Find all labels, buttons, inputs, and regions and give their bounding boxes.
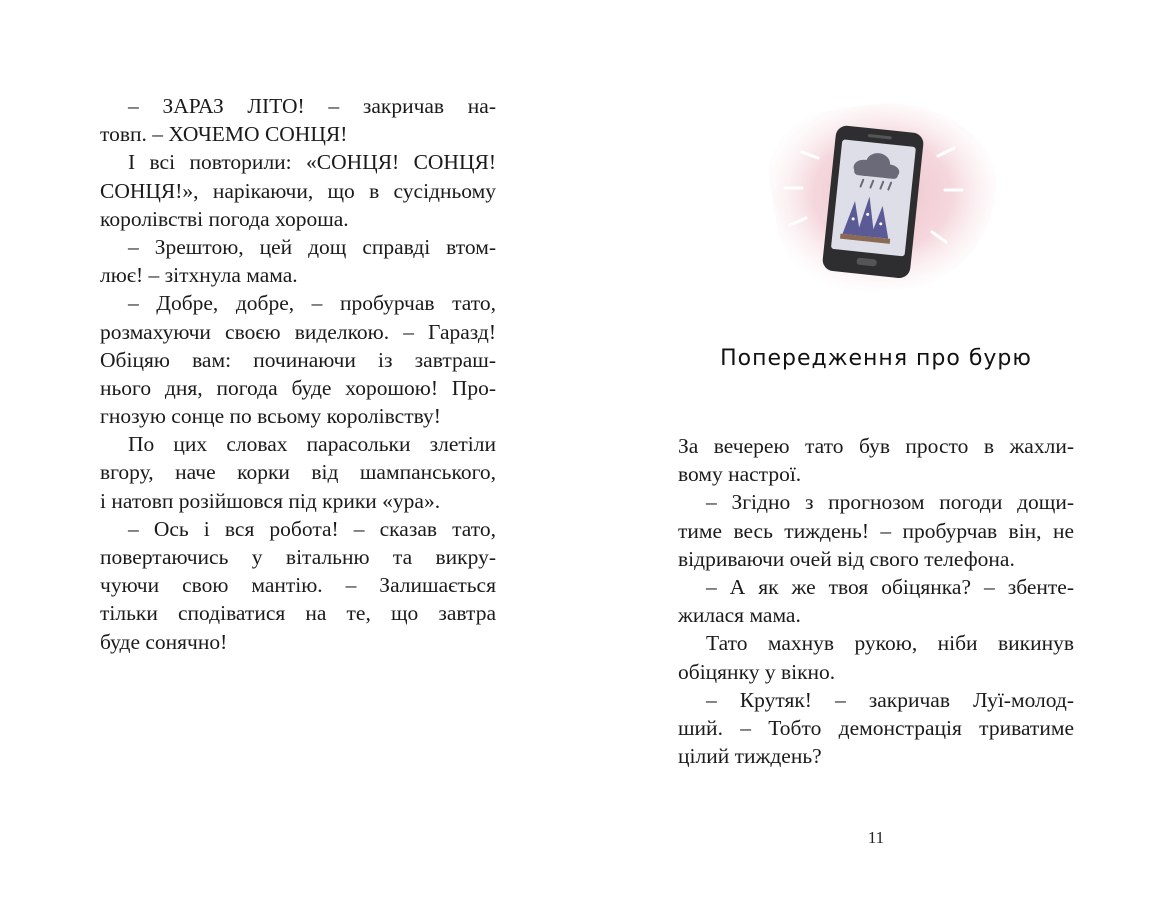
text-line: жилася мама. — [678, 603, 801, 628]
text-line: чуючи свою мантію. – Залишається — [100, 573, 496, 598]
text-line: буде сонячно! — [100, 629, 228, 654]
chapter-title: Попередження про бурю — [720, 346, 1032, 371]
text-line: товп. – ХОЧЕМО СОНЦЯ! — [100, 122, 348, 147]
text-line: лює! – зітхнула мама. — [100, 263, 298, 288]
text-line: – Згідно з прогнозом погоди дощи- — [706, 490, 1074, 515]
text-line: відриваючи очей від свого телефона. — [678, 546, 1015, 571]
text-line: – А як же твоя обіцянка? – збенте- — [706, 574, 1074, 599]
smartphone — [822, 125, 925, 279]
text-line: королівстві погода хороша. — [100, 206, 349, 231]
text-line: розмахуючи своєю виделкою. – Гаразд! — [100, 319, 496, 344]
text-line: обіцянку у вікно. — [678, 659, 836, 684]
text-line: нього дня, погода буде хорошою! Про- — [100, 375, 496, 400]
text-line: Обіцяю вам: починаючи із завтраш- — [100, 347, 496, 372]
text-line: вгору, наче корки від шампанського, — [100, 460, 496, 485]
text-line: повертаючись у вітальню та викру- — [100, 545, 496, 569]
text-line: тільки сподіватися на те, що завтра — [100, 601, 496, 626]
text-line: ший. – Тобто демонстрація триватиме — [678, 715, 1074, 740]
text-line: гнозую сонце по всьому королівству! — [100, 404, 441, 429]
text-line: і натовп розійшовся під крики «ура». — [100, 488, 441, 513]
right-page-text — [678, 432, 1074, 770]
text-line: – Крутяк! – закричав Луї-молод- — [706, 687, 1074, 712]
text-line: – ЗАРАЗ ЛІТО! – закричав на- — [128, 94, 496, 118]
text-line: тиме весь тиждень! – пробурчав він, не — [678, 518, 1074, 543]
left-page-text — [100, 92, 496, 656]
text-line: вому настрої. — [678, 462, 802, 487]
text-line: цілий тиждень? — [678, 744, 822, 769]
text-line: За вечерею тато був просто в жахли- — [678, 434, 1074, 458]
text-line: Тато махнув рукою, ніби викинув — [706, 631, 1074, 656]
text-line: – Зрештою, цей дощ справді втом- — [128, 234, 496, 259]
text-line: – Добре, добре, – пробурчав тато, — [128, 291, 496, 316]
text-line: І всі повторили: «СОНЦЯ! СОНЦЯ! — [128, 150, 496, 175]
text-line: – Ось і вся робота! – сказав тато, — [128, 516, 496, 541]
page-number: 11 — [867, 828, 885, 847]
text-line: По цих словах парасольки злетіли — [128, 432, 496, 457]
text-line: СОНЦЯ!», нарікаючи, що в сусідньому — [100, 178, 496, 203]
smartphone-storm-forecast-icon — [740, 90, 1010, 300]
